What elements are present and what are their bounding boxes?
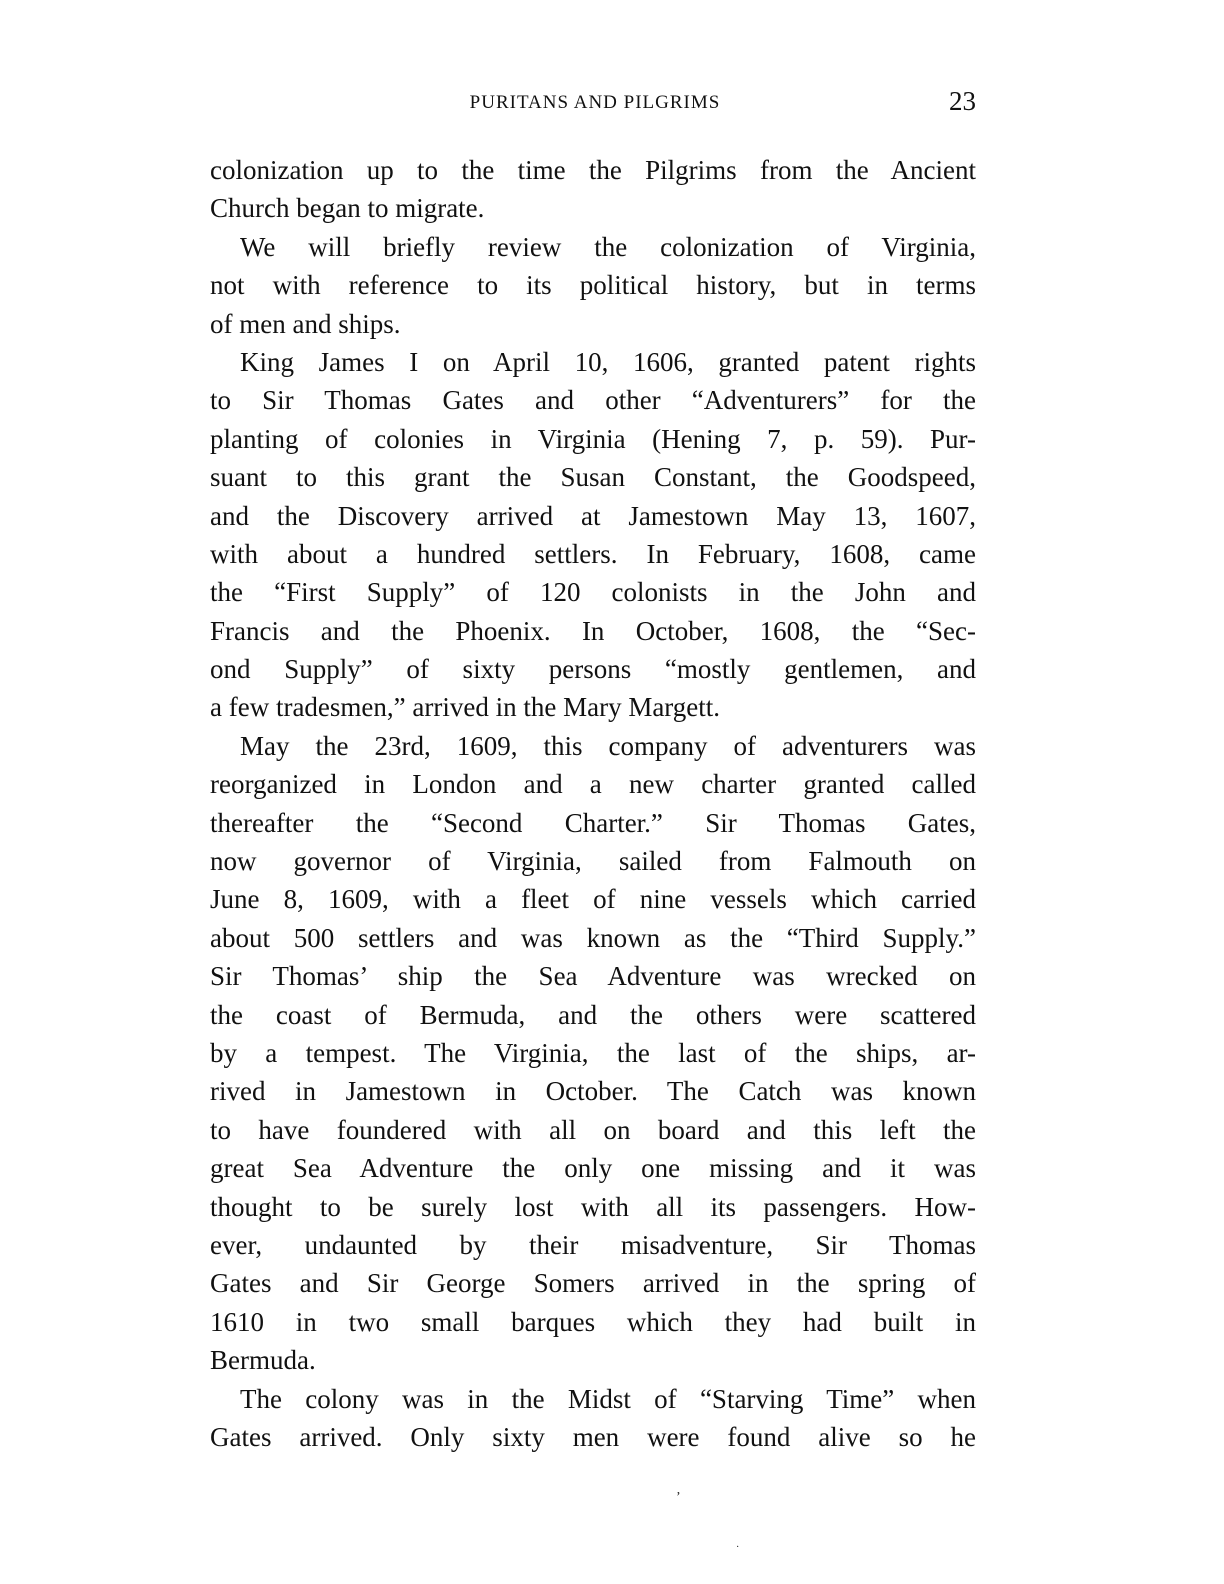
text-line: rived in Jamestown in October. The Catch was known xyxy=(210,1076,976,1107)
text-line: 1610 in two small barques which they had built in xyxy=(210,1306,976,1337)
text-line: thereafter the “Second Charter.” Sir Thomas Gates, xyxy=(210,807,976,838)
text-line: Francis and the Phoenix. In October, 1608, the “Sec- xyxy=(210,615,976,646)
text-line: thought to be surely lost with all its passengers. How- xyxy=(210,1191,976,1222)
text-line: We will briefly review the colonization of Virginia, xyxy=(240,231,976,262)
text-line: Gates and Sir George Somers arrived in the spring of xyxy=(210,1268,976,1299)
text-line: to Sir Thomas Gates and other “Adventurers” for the xyxy=(210,385,976,416)
text-line: great Sea Adventure the only one missing and it was xyxy=(210,1153,976,1184)
running-title: PURITANS AND PILGRIMS xyxy=(469,92,721,113)
text-line: May the 23rd, 1609, this company of adventurers was xyxy=(240,730,976,761)
text-line: Church began to migrate. xyxy=(210,193,485,224)
text-line: Bermuda. xyxy=(210,1345,316,1376)
text-line: to have foundered with all on board and this left the xyxy=(210,1114,976,1145)
text-line: of men and ships. xyxy=(210,308,401,339)
text-line: King James I on April 10, 1606, granted patent rights xyxy=(240,346,976,377)
body-text xyxy=(210,151,976,1456)
text-line: the “First Supply” of 120 colonists in the John and xyxy=(210,577,976,608)
text-line: The colony was in the Midst of “Starving Time” when xyxy=(240,1383,976,1414)
text-line: not with reference to its political history, but in terms xyxy=(210,270,976,301)
text-line: with about a hundred settlers. In February, 1608, came xyxy=(210,538,976,569)
page-number: 23 xyxy=(949,86,976,116)
text-line: and the Discovery arrived at Jamestown May 13, 1607, xyxy=(210,500,976,531)
text-line: a few tradesmen,” arrived in the Mary Margett. xyxy=(210,692,721,723)
text-line: suant to this grant the Susan Constant, the Goodspeed, xyxy=(210,462,976,493)
text-line: Sir Thomas’ ship the Sea Adventure was wrecked on xyxy=(210,961,976,992)
text-line: now governor of Virginia, sailed from Falmouth on xyxy=(210,846,976,877)
text-line: planting of colonies in Virginia (Hening 7, p. 59). Pur- xyxy=(210,423,976,454)
text-line: colonization up to the time the Pilgrims from the Ancient xyxy=(210,155,976,185)
text-line: Gates arrived. Only sixty men were found alive so he xyxy=(210,1421,976,1452)
running-head xyxy=(210,86,980,120)
text-line: the coast of Bermuda, and the others were scattered xyxy=(210,999,976,1030)
text-line: ever, undaunted by their misadventure, Sir Thomas xyxy=(210,1229,976,1260)
text-line: June 8, 1609, with a fleet of nine vessels which carried xyxy=(210,884,976,915)
ink-speck: · xyxy=(736,1542,740,1553)
ink-speck: ’ xyxy=(676,1490,681,1505)
text-line: about 500 settlers and was known as the “Third Supply.” xyxy=(210,922,976,953)
text-line: ond Supply” of sixty persons “mostly gentlemen, and xyxy=(210,654,976,685)
text-line: by a tempest. The Virginia, the last of the ships, ar- xyxy=(210,1037,976,1068)
text-line: reorganized in London and a new charter granted called xyxy=(210,769,976,800)
